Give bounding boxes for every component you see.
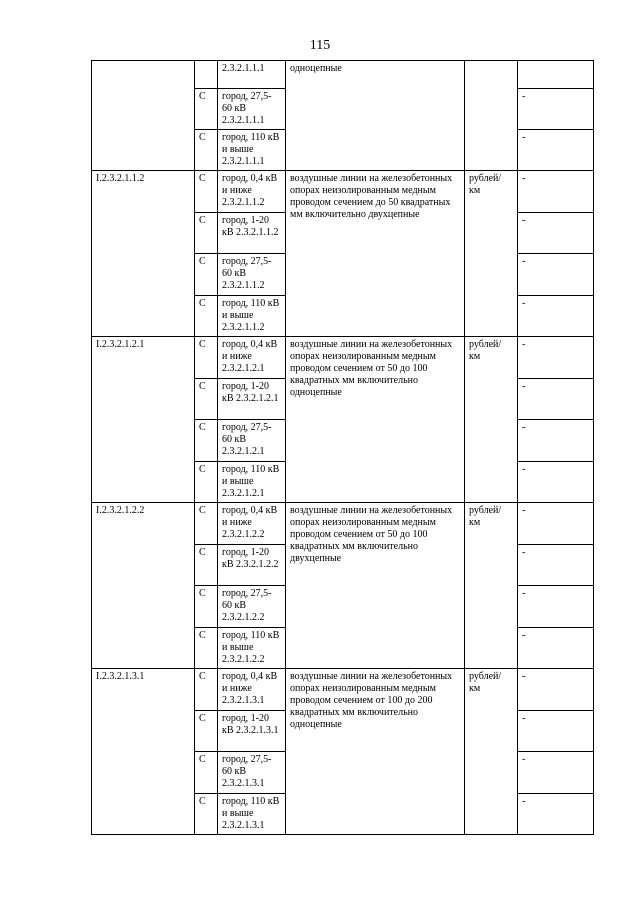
item-name-cell: город, 27,5-60 кВ 2.3.2.1.3.1 — [218, 752, 286, 794]
symbol-cell: С — [195, 461, 218, 503]
value-cell: - — [518, 378, 594, 420]
symbol-cell: С — [195, 586, 218, 628]
table-row — [92, 337, 594, 379]
symbol-cell: С — [195, 420, 218, 462]
symbol-cell: С — [195, 378, 218, 420]
symbol-cell: С — [195, 171, 218, 213]
value-cell: - — [518, 503, 594, 545]
value-cell: - — [518, 669, 594, 711]
item-name-cell: город, 0,4 кВ и ниже 2.3.2.1.2.1 — [218, 337, 286, 379]
item-name-cell: город, 0,4 кВ и ниже 2.3.2.1.3.1 — [218, 669, 286, 711]
symbol-cell: С — [195, 752, 218, 794]
item-name-cell: город, 0,4 кВ и ниже 2.3.2.1.2.2 — [218, 503, 286, 545]
item-name-cell: город, 1-20 кВ 2.3.2.1.2.2 — [218, 544, 286, 586]
symbol-cell: С — [195, 337, 218, 379]
symbol-cell: С — [195, 130, 218, 171]
description-cell: воздушные линии на железобетонных опорах неизолированным медным проводом сечением от 50 до 100 квадратных мм включительно одноцепные — [286, 337, 465, 503]
symbol-cell: С — [195, 254, 218, 296]
code-cell — [92, 61, 195, 171]
unit-cell: рублей/ км — [465, 503, 518, 669]
value-cell: - — [518, 130, 594, 171]
item-name-cell: город, 27,5-60 кВ 2.3.2.1.2.1 — [218, 420, 286, 462]
unit-cell: рублей/ км — [465, 669, 518, 835]
value-cell: - — [518, 212, 594, 254]
item-name-cell: город, 27,5-60 кВ 2.3.2.1.1.1 — [218, 89, 286, 130]
item-name-cell: город, 110 кВ и выше 2.3.2.1.2.1 — [218, 461, 286, 503]
value-cell: - — [518, 793, 594, 835]
symbol-cell: С — [195, 503, 218, 545]
item-name-cell: город, 110 кВ и выше 2.3.2.1.3.1 — [218, 793, 286, 835]
code-cell: I.2.3.2.1.2.2 — [92, 503, 195, 669]
description-cell: воздушные линии на железобетонных опорах неизолированным медным проводом сечением от 50 до 100 квадратных мм включительно двухцепные — [286, 503, 465, 669]
unit-cell: рублей/ км — [465, 337, 518, 503]
value-cell — [518, 61, 594, 89]
symbol-cell: С — [195, 627, 218, 669]
item-name-cell: 2.3.2.1.1.1 — [218, 61, 286, 89]
table-row — [92, 61, 594, 89]
item-name-cell: город, 110 кВ и выше 2.3.2.1.1.1 — [218, 130, 286, 171]
value-cell: - — [518, 295, 594, 337]
unit-cell: рублей/ км — [465, 171, 518, 337]
value-cell: - — [518, 710, 594, 752]
value-cell: - — [518, 586, 594, 628]
item-name-cell: город, 1-20 кВ 2.3.2.1.3.1 — [218, 710, 286, 752]
tariff-table — [91, 60, 594, 835]
value-cell: - — [518, 461, 594, 503]
value-cell: - — [518, 171, 594, 213]
value-cell: - — [518, 89, 594, 130]
value-cell: - — [518, 254, 594, 296]
item-name-cell: город, 27,5-60 кВ 2.3.2.1.2.2 — [218, 586, 286, 628]
value-cell: - — [518, 752, 594, 794]
symbol-cell: С — [195, 544, 218, 586]
unit-cell — [465, 61, 518, 171]
symbol-cell: С — [195, 295, 218, 337]
symbol-cell — [195, 61, 218, 89]
page-number: 115 — [309, 38, 331, 53]
item-name-cell: город, 110 кВ и выше 2.3.2.1.2.2 — [218, 627, 286, 669]
table-row — [92, 503, 594, 545]
symbol-cell: С — [195, 710, 218, 752]
item-name-cell: город, 1-20 кВ 2.3.2.1.2.1 — [218, 378, 286, 420]
value-cell: - — [518, 627, 594, 669]
description-cell: воздушные линии на железобетонных опорах неизолированным медным проводом сечением от 100 до 200 квадратных мм включительно одноцепные — [286, 669, 465, 835]
value-cell: - — [518, 337, 594, 379]
symbol-cell: С — [195, 89, 218, 130]
symbol-cell: С — [195, 669, 218, 711]
value-cell: - — [518, 544, 594, 586]
value-cell: - — [518, 420, 594, 462]
item-name-cell: город, 0,4 кВ и ниже 2.3.2.1.1.2 — [218, 171, 286, 213]
symbol-cell: С — [195, 793, 218, 835]
code-cell: I.2.3.2.1.2.1 — [92, 337, 195, 503]
item-name-cell: город, 110 кВ и выше 2.3.2.1.1.2 — [218, 295, 286, 337]
description-cell: воздушные линии на железобетонных опорах неизолированным медным проводом сечением до 50 квадратных мм включительно двухцепные — [286, 171, 465, 337]
code-cell: I.2.3.2.1.3.1 — [92, 669, 195, 835]
table-row — [92, 669, 594, 711]
item-name-cell: город, 27,5-60 кВ 2.3.2.1.1.2 — [218, 254, 286, 296]
item-name-cell: город, 1-20 кВ 2.3.2.1.1.2 — [218, 212, 286, 254]
table-row — [92, 171, 594, 213]
description-cell: одноцепные — [286, 61, 465, 171]
symbol-cell: С — [195, 212, 218, 254]
code-cell: I.2.3.2.1.1.2 — [92, 171, 195, 337]
